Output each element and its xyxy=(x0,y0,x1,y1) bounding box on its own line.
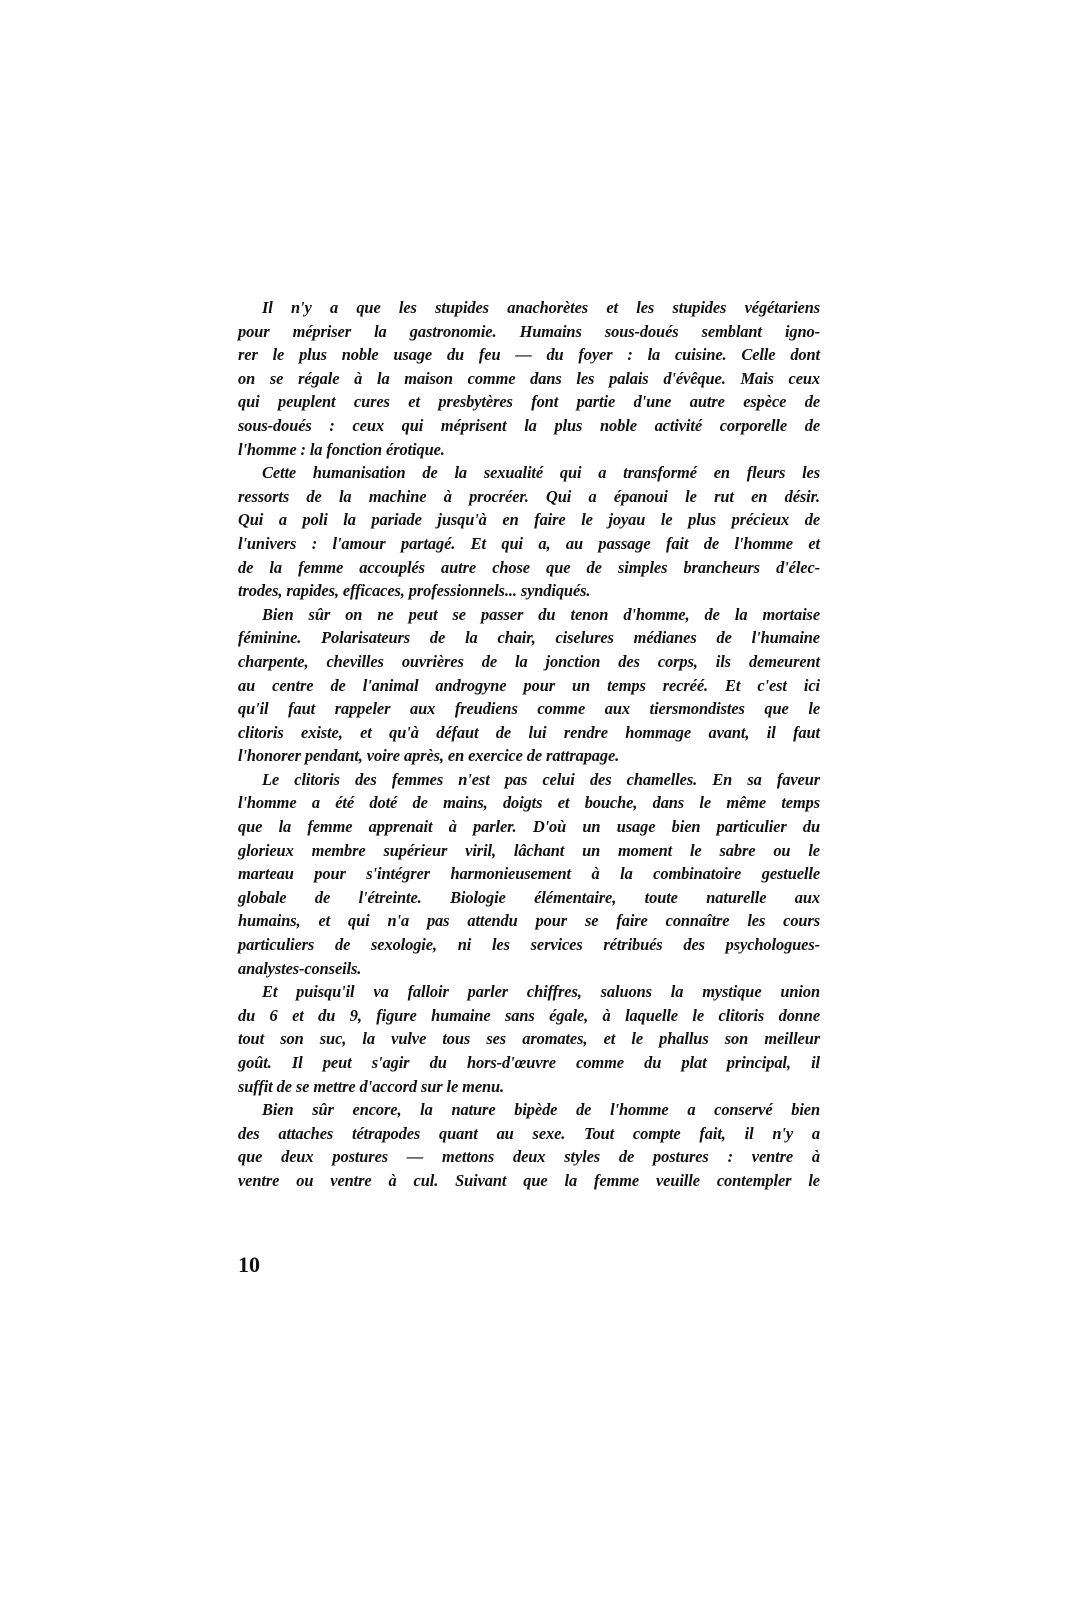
text-line: clitoris existe, et qu'à défaut de lui rendre hommage avant, il faut xyxy=(238,722,820,742)
text-line: pour mépriser la gastronomie. Humains sous-doués semblant igno- xyxy=(238,321,820,341)
text-line: analystes-conseils. xyxy=(238,958,362,978)
text-line: qu'il faut rappeler aux freudiens comme aux tiersmondistes que le xyxy=(238,699,820,719)
text-line: l'homme : la fonction érotique. xyxy=(238,439,445,459)
text-line: de la femme accouplés autre chose que de simples brancheurs d'élec- xyxy=(238,557,820,577)
text-line: des attaches tétrapodes quant au sexe. Tout compte fait, il n'y a xyxy=(238,1123,820,1143)
text-line: que deux postures — mettons deux styles de postures : ventre à xyxy=(238,1147,820,1167)
body-text xyxy=(238,296,820,1193)
text-line: suffit de se mettre d'accord sur le menu. xyxy=(238,1076,505,1096)
text-line: Qui a poli la pariade jusqu'à en faire le joyau le plus précieux de xyxy=(238,510,820,530)
text-line: goût. Il peut s'agir du hors-d'œuvre comme du plat principal, il xyxy=(238,1053,820,1072)
text-line: ressorts de la machine à procréer. Qui a épanoui le rut en désir. xyxy=(238,486,820,506)
text-line: humains, et qui n'a pas attendu pour se faire connaître les cours xyxy=(238,911,820,931)
text-line: on se régale à la maison comme dans les palais d'évêque. Mais ceux xyxy=(238,368,820,388)
text-line: Bien sûr on ne peut se passer du tenon d'homme, de la mortaise xyxy=(262,604,820,624)
text-line: du 6 et du 9, figure humaine sans égale, à laquelle le clitoris donne xyxy=(238,1005,820,1025)
text-line: tout son suc, la vulve tous ses aromates, et le phallus son meilleur xyxy=(238,1029,820,1049)
text-line: l'homme a été doté de mains, doigts et bouche, dans le même temps xyxy=(238,793,820,813)
text-line: Bien sûr encore, la nature bipède de l'homme a conservé bien xyxy=(262,1100,820,1120)
text-line: trodes, rapides, efficaces, professionnels... syndiqués. xyxy=(238,581,591,601)
text-line: Le clitoris des femmes n'est pas celui des chamelles. En sa faveur xyxy=(262,769,820,789)
text-line: Cette humanisation de la sexualité qui a transformé en fleurs les xyxy=(262,463,820,483)
text-line: particuliers de sexologie, ni les services rétribués des psychologues- xyxy=(238,935,820,955)
text-line: glorieux membre supérieur viril, lâchant un moment le sabre ou le xyxy=(238,840,820,860)
text-line: rer le plus noble usage du feu — du foyer : la cuisine. Celle dont xyxy=(238,345,820,365)
text-line: globale de l'étreinte. Biologie élémentaire, toute naturelle aux xyxy=(238,887,820,907)
text-line: sous-doués : ceux qui méprisent la plus noble activité corporelle de xyxy=(238,415,820,435)
text-line: l'univers : l'amour partagé. Et qui a, au passage fait de l'homme et xyxy=(238,533,820,553)
text-line: qui peuplent cures et presbytères font partie d'une autre espèce de xyxy=(238,392,820,412)
text-line: Et puisqu'il va falloir parler chiffres, saluons la mystique union xyxy=(262,982,820,1002)
text-line: l'honorer pendant, voire après, en exercice de rattrapage. xyxy=(238,746,620,766)
text-line: que la femme apprenait à parler. D'où un usage bien particulier du xyxy=(238,817,820,837)
text-line: charpente, chevilles ouvrières de la jonction des corps, ils demeurent xyxy=(238,651,820,671)
text-line: ventre ou ventre à cul. Suivant que la femme veuille contempler le xyxy=(238,1170,820,1190)
page-number: 10 xyxy=(238,1252,260,1277)
text-line: Il n'y a que les stupides anachorètes et les stupides végétariens xyxy=(262,298,820,317)
text-line: marteau pour s'intégrer harmonieusement à la combinatoire gestuelle xyxy=(238,864,820,884)
text-line: au centre de l'animal androgyne pour un temps recréé. Et c'est ici xyxy=(238,675,820,695)
text-line: féminine. Polarisateurs de la chair, ciselures médianes de l'humaine xyxy=(238,628,820,648)
